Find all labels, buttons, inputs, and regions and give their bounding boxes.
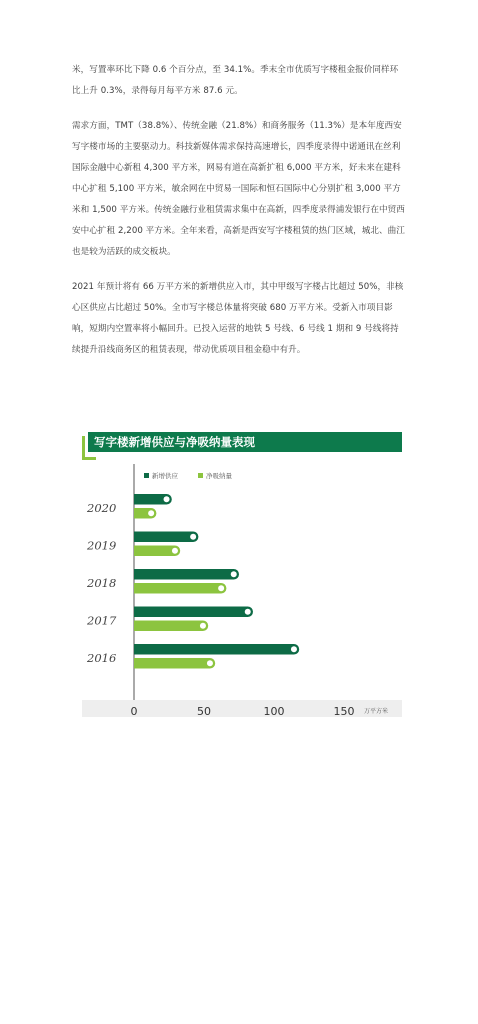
bar-square-end — [134, 532, 145, 543]
category-label: 2018 — [87, 576, 117, 590]
paragraph-3: 2021 年预计将有 66 万平方米的新增供应入市，其中甲级写字楼占比超过 50%，非核心区供应占比超过 50%。全市写字楼总体量将突破 680 万平方米。受新入市项目影响，短期内空置率将小幅回升。已投入运营的地铁 5 号线、6 号线 1 期和 9 号线将持续提升沿线商务区的租赁表现，带动优质项目租金稳中有升。 — [72, 282, 404, 355]
x-tick-label: 100 — [263, 705, 285, 717]
bar-end-dot — [148, 510, 154, 516]
bar-chart — [82, 432, 402, 717]
bar-end-dot — [245, 609, 251, 615]
bar-square-end — [134, 546, 145, 557]
category-label: 2020 — [87, 501, 117, 515]
legend-label-1: 净吸纳量 — [206, 472, 232, 480]
x-tick-label: 50 — [197, 705, 211, 717]
category-label: 2019 — [87, 538, 117, 553]
bar-square-end — [134, 607, 145, 618]
document-body — [72, 60, 406, 375]
legend-swatch-1 — [198, 473, 203, 478]
bar-end-dot — [207, 660, 213, 666]
bar-end-dot — [172, 548, 178, 554]
bar-end-dot — [231, 571, 237, 577]
bar-end-dot — [218, 585, 224, 591]
category-label: 2016 — [87, 651, 117, 665]
bar-absorption — [134, 658, 215, 669]
bar-square-end — [134, 569, 145, 580]
bar-absorption — [134, 583, 226, 594]
bar-end-dot — [200, 623, 206, 629]
bar-supply — [134, 607, 253, 618]
bar-square-end — [134, 644, 145, 655]
paragraph-2: 需求方面，TMT（38.8%）、传统金融（21.8%）和商务服务（11.3%）是本年度西安写字楼市场的主要驱动力。科技新媒体需求保持高速增长，四季度录得中诺通讯在丝利国际金融中心新租 4,300 平方米，网易有道在高新扩租 6,000 平方米，好未来在建科中心扩租 5,100 平方米，敏余网在中贸易一国际和恒石国际中心分别扩租 3,000 平方米和 1,500 平方米。传统金融行业租赁需求集中在高新，四季度录得浦发银行在中贸西安中心扩租 2,200 平方米。全年来看，高新是西安写字楼租赁的热门区域，城北、曲江也是较为活跃的成交板块。 — [72, 121, 405, 257]
x-tick-label: 0 — [130, 705, 138, 717]
bar-supply — [134, 569, 239, 580]
bar-square-end — [134, 494, 145, 505]
chart-figure — [82, 432, 402, 717]
bar-square-end — [134, 583, 145, 594]
x-axis-unit: 万平方米 — [364, 708, 389, 715]
bar-square-end — [134, 658, 145, 669]
legend-swatch-0 — [144, 473, 149, 478]
bar-end-dot — [291, 646, 297, 652]
x-tick-label: 150 — [333, 705, 355, 717]
legend-label-0: 新增供应 — [152, 472, 178, 480]
bar-end-dot — [190, 534, 196, 540]
paragraph-1: 米，写置率环比下降 0.6 个百分点，至 34.1%。季末全市优质写字楼租金报价同样环比上升 0.3%，录得每月每平方米 87.6 元。 — [72, 65, 399, 96]
bar-square-end — [134, 621, 145, 632]
chart-title: 写字楼新增供应与净吸纳量表现 — [94, 435, 255, 449]
category-label: 2017 — [87, 613, 117, 628]
bar-square-end — [134, 508, 145, 519]
bar-supply — [134, 644, 299, 655]
bar-absorption — [134, 621, 208, 632]
bar-end-dot — [164, 496, 170, 502]
